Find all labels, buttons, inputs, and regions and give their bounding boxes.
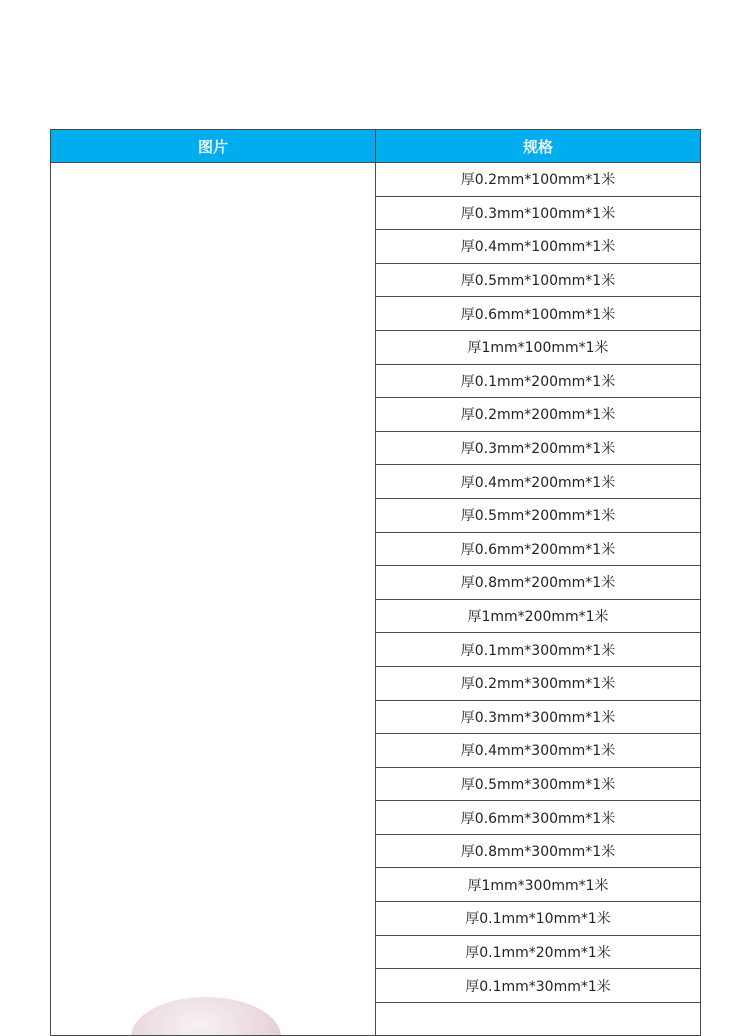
spec-cell: 厚0.1mm*200mm*1米 (376, 364, 701, 398)
spec-cell: 厚0.4mm*200mm*1米 (376, 465, 701, 499)
spec-cell: 厚0.1mm*30mm*1米 (376, 969, 701, 1003)
spec-cell: 厚0.3mm*300mm*1米 (376, 700, 701, 734)
spec-cell: 厚0.5mm*300mm*1米 (376, 767, 701, 801)
table-header-row (51, 130, 701, 163)
product-image (51, 975, 375, 1035)
product-shape (131, 997, 281, 1035)
spec-cell: 厚0.5mm*100mm*1米 (376, 263, 701, 297)
spec-cell: 厚1mm*100mm*1米 (376, 330, 701, 364)
spec-cell: 厚0.2mm*300mm*1米 (376, 666, 701, 700)
table-body (51, 163, 701, 1036)
spec-cell: 厚0.6mm*200mm*1米 (376, 532, 701, 566)
spec-cell: 厚0.3mm*100mm*1米 (376, 196, 701, 230)
spec-cell: 厚0.4mm*100mm*1米 (376, 230, 701, 264)
spec-cell: 厚1mm*300mm*1米 (376, 868, 701, 902)
spec-cell: 厚0.1mm*20mm*1米 (376, 935, 701, 969)
spec-cell: 厚0.8mm*200mm*1米 (376, 566, 701, 600)
header-spec: 规格 (376, 130, 701, 163)
spec-table (50, 129, 701, 1036)
spec-cell: 厚0.3mm*200mm*1米 (376, 431, 701, 465)
spec-cell: 厚0.2mm*200mm*1米 (376, 398, 701, 432)
spec-cell: 厚0.4mm*300mm*1米 (376, 734, 701, 768)
spec-cell: 厚0.5mm*200mm*1米 (376, 498, 701, 532)
spec-cell: 厚0.1mm*300mm*1米 (376, 633, 701, 667)
spec-cell: 厚0.8mm*300mm*1米 (376, 834, 701, 868)
table-row (51, 163, 701, 197)
spec-cell: 厚0.1mm*10mm*1米 (376, 902, 701, 936)
product-image-cell (51, 163, 376, 1036)
spec-cell: 厚1mm*200mm*1米 (376, 599, 701, 633)
spec-cell: 厚0.6mm*300mm*1米 (376, 801, 701, 835)
spec-cell: 厚0.2mm*100mm*1米 (376, 163, 701, 197)
header-image: 图片 (51, 130, 376, 163)
spec-cell: 厚0.6mm*100mm*1米 (376, 297, 701, 331)
spec-cell-empty (376, 1002, 701, 1036)
